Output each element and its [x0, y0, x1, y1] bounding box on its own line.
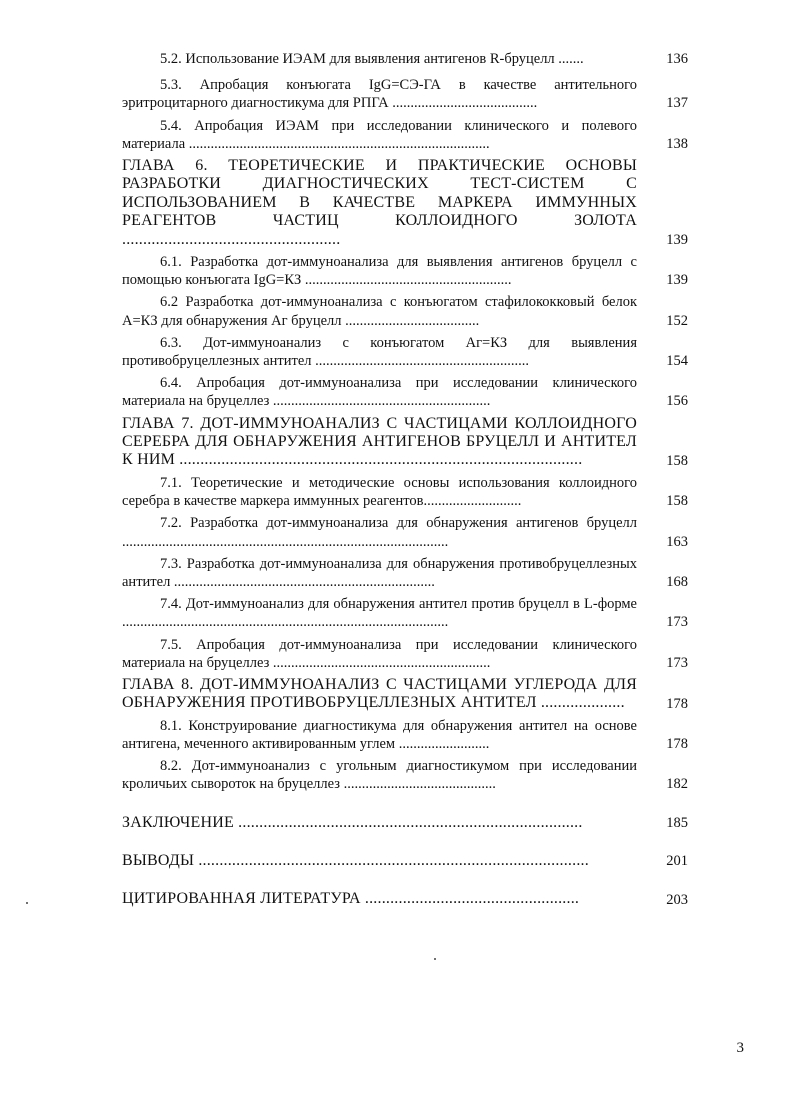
- toc-chapter: [122, 852, 688, 870]
- toc-entry-title: 7.3. Разработка дот-иммуноанализа для обнаружения противобруцеллезных антител ........................................................................: [122, 555, 637, 590]
- toc-entry-page: 139: [666, 272, 688, 289]
- toc-entry-page: 154: [666, 353, 688, 370]
- toc-entry-page: 152: [666, 312, 688, 329]
- toc-chapter-title: ЗАКЛЮЧЕНИЕ ..................................................................................: [122, 813, 583, 831]
- toc-entry-page: 182: [666, 776, 688, 793]
- toc-entry-page: 136: [666, 51, 688, 67]
- toc-entry-title: 8.2. Дот-иммуноанализ с угольным диагностикумом при исследовании кроличьих сывороток на бруцеллез ..........................................: [122, 758, 637, 793]
- toc-entry-page: 185: [666, 814, 688, 831]
- toc-entry-title: 8.1. Конструирование диагностикума для обнаружения антител на основе антигена, меченного активированным углем .........................: [122, 717, 637, 752]
- scan-speck: [434, 958, 436, 960]
- toc-entry-page: 173: [666, 654, 688, 671]
- toc-entry: [122, 474, 688, 510]
- toc-entry: [122, 50, 688, 68]
- toc-entry-page: 178: [666, 735, 688, 752]
- toc-entry-title: 5.4. Апробация ИЭАМ при исследовании клинического и полевого материала ...................................................................................: [122, 117, 637, 152]
- toc-entry-page: 138: [666, 135, 688, 152]
- toc-entry-title: 7.5. Апробация дот-иммуноанализа при исследовании клинического материала на бруцеллез ............................................................: [122, 636, 637, 671]
- toc-entry-page: 168: [666, 573, 688, 590]
- toc-chapter-title: ГЛАВА 6. ТЕОРЕТИЧЕСКИЕ И ПРАКТИЧЕСКИЕ ОСНОВЫ РАЗРАБОТКИ ДИАГНОСТИЧЕСКИХ ТЕСТ-СИСТЕМ С ИСПОЛЬЗОВАНИЕМ В КАЧЕСТВЕ МАРКЕРА ИММУННЫХ РЕАГЕНТОВ ЧАСТИЦ КОЛЛОИДНОГО ЗОЛОТА ....................................................: [122, 157, 637, 248]
- toc-entry-page: 156: [666, 393, 688, 410]
- toc-entry-page: 201: [666, 853, 688, 870]
- toc-chapter: [122, 157, 688, 249]
- toc-entry: [122, 253, 688, 289]
- toc-entry-title: 5.2. Использование ИЭАМ для выявления антигенов R-бруцелл .......: [160, 51, 584, 67]
- scan-speck: [26, 902, 28, 904]
- toc-chapter-title: ВЫВОДЫ .............................................................................................: [122, 851, 589, 869]
- toc-entry-page: 139: [666, 231, 688, 248]
- toc-chapter: [122, 676, 688, 713]
- toc-entry-title: 6.2 Разработка дот-иммуноанализа с конъюгатом стафилококковый белок А=КЗ для обнаружения Аг бруцелл .....................................: [122, 294, 637, 329]
- toc-entry: [122, 334, 688, 370]
- toc-entry: [122, 636, 688, 672]
- toc-entry-title: 6.3. Дот-иммуноанализ с конъюгатом Аг=КЗ для выявления противобруцеллезных антител ...........................................................: [122, 334, 637, 370]
- toc-entry: [122, 117, 688, 153]
- toc-chapter: [122, 890, 688, 908]
- toc-entry-title: 5.3. Апробация конъюгата IgG=СЭ-ГА в качестве антительного эритроцитарного диагностикума для РПГА ........................................: [122, 77, 637, 112]
- toc-entry: [122, 555, 688, 591]
- toc-entry: [122, 514, 688, 550]
- toc-chapter: [122, 415, 688, 470]
- toc-entry-page: 158: [666, 493, 688, 510]
- toc-entry-page: 137: [666, 95, 688, 112]
- toc-chapter-title: ЦИТИРОВАННАЯ ЛИТЕРАТУРА ...................................................: [122, 890, 580, 908]
- toc-entry-title: 6.4. Апробация дот-иммуноанализа при исследовании клинического материала на бруцеллез ............................................................: [122, 375, 637, 410]
- toc-entry: [122, 76, 688, 112]
- toc-entry: [122, 717, 688, 753]
- toc-entry: [122, 595, 688, 631]
- toc-chapter-title: ГЛАВА 7. ДОТ-ИММУНОАНАЛИЗ С ЧАСТИЦАМИ КОЛЛОИДНОГО СЕРЕБРА ДЛЯ ОБНАРУЖЕНИЯ АНТИГЕНОВ БРУЦЕЛЛ И АНТИТЕЛ К НИМ ................................................................................................: [122, 414, 637, 469]
- toc-entry-title: 7.1. Теоретические и методические основы использования коллоидного серебра в качестве маркера иммунных реагентов...........................: [122, 474, 637, 510]
- toc-entry-page: 158: [666, 452, 688, 469]
- toc-entry: [122, 293, 688, 329]
- toc-entry-title: 7.2. Разработка дот-иммуноанализа для обнаружения антигенов бруцелл ..........................................................................................: [122, 515, 637, 550]
- toc-entry: [122, 374, 688, 410]
- toc-chapter: [122, 814, 688, 832]
- page-number: 3: [736, 1040, 744, 1056]
- table-of-contents: [122, 50, 688, 913]
- toc-entry-page: 203: [666, 891, 688, 908]
- toc-entry-title: 6.1. Разработка дот-иммуноанализа для выявления антигенов бруцелл с помощью конъюгата IgG=КЗ .........................................................: [122, 254, 637, 289]
- toc-entry-page: 178: [666, 695, 688, 712]
- toc-entry-page: 173: [666, 614, 688, 631]
- toc-entry-title: 7.4. Дот-иммуноанализ для обнаружения антител против бруцелл в L-форме ..........................................................................................: [122, 596, 637, 631]
- toc-entry: [122, 757, 688, 793]
- toc-chapter-title: ГЛАВА 8. ДОТ-ИММУНОАНАЛИЗ С ЧАСТИЦАМИ УГЛЕРОДА ДЛЯ ОБНАРУЖЕНИЯ ПРОТИВОБРУЦЕЛЛЕЗНЫХ АНТИТЕЛ ....................: [122, 675, 637, 712]
- toc-entry-page: 163: [666, 533, 688, 550]
